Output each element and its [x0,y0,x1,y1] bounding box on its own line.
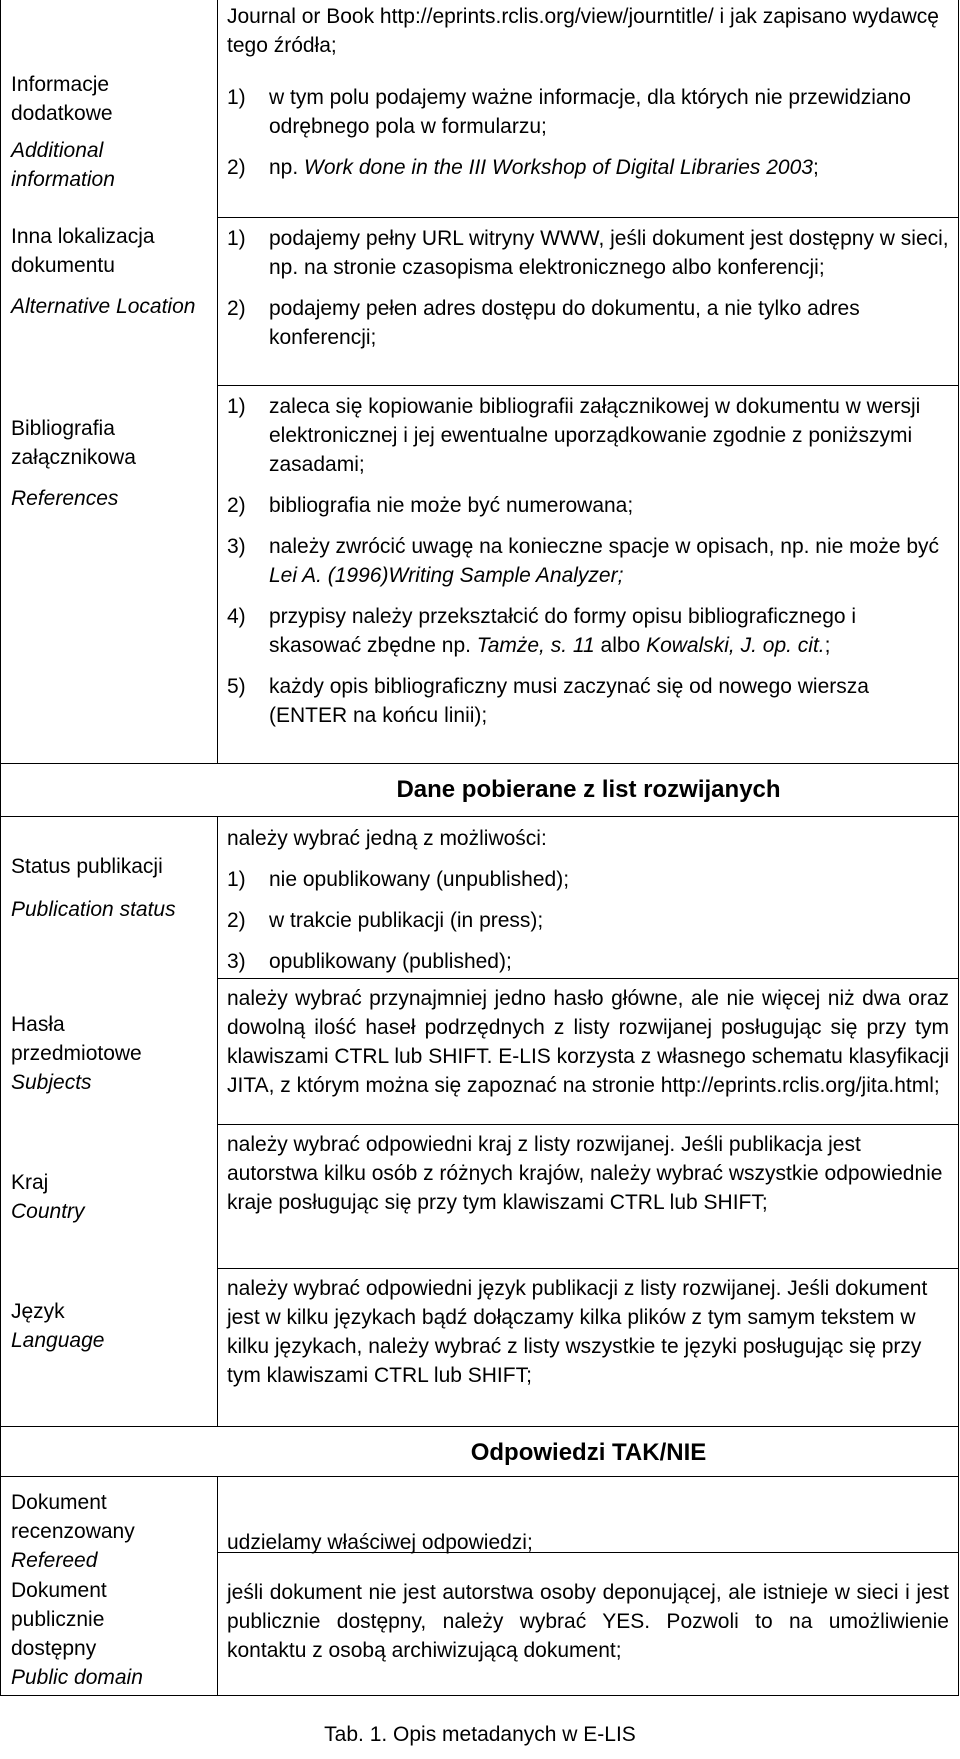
item-text: w tym polu podajemy ważne informacje, dla których nie przewidziano odrębnego pola w formularzu; [269,86,911,138]
desc-refereed: udzielamy właściwej odpowiedzi; [227,1531,533,1554]
item-number: 5) [227,675,246,698]
label-en: Refereed [11,1549,98,1572]
row-divider [217,1124,958,1125]
column-divider [217,816,218,1426]
item-number: 2) [227,297,246,320]
item-number: 3) [227,535,246,558]
row-divider [1,816,958,817]
label-en: Language [11,1329,105,1352]
label-alternative-location [11,222,211,321]
row-divider [1,1426,958,1427]
item-number: 3) [227,950,246,973]
desc-alternative-location [227,224,949,364]
list-item [227,906,949,935]
section-heading-yes-no: Odpowiedzi TAK/NIE [470,1439,707,1466]
desc-public-domain: jeśli dokument nie jest autorstwa osoby deponującej, ale istnieje w sieci i jest publicznie dostępny, należy wybrać YES. Pozwoli to na umożliwienie kontaktu z osobą archiwizującą dokument; [227,1581,949,1662]
label-en: Country [11,1200,85,1223]
item-number: 2) [227,494,246,517]
label-en: Publication status [11,898,176,921]
list-item [227,83,949,141]
item-text: przypisy należy przekształcić do formy opisu bibliograficznego i skasować zbędne np. Tamże, s. 11 albo Kowalski, J. op. cit.; [269,605,857,657]
table-caption: Tab. 1. Opis metadanych w E-LIS [324,1723,636,1746]
label-en: Alternative Location [11,295,196,318]
label-pl: Status publikacji [11,855,163,878]
label-language [11,1297,211,1355]
label-references [11,414,211,513]
label-pl: Bibliografia załącznikowa [11,417,136,469]
row-divider [1,763,958,764]
item-text: podajemy pełny URL witryny WWW, jeśli dokument jest dostępny w sieci, np. na stronie czasopisma elektronicznego albo konferencji; [269,227,949,279]
item-number: 1) [227,395,246,418]
desc-subjects: należy wybrać przynajmniej jedno hasło główne, ale nie więcej niż dwa oraz dowolną ilość haseł podrzędnych z listy rozwijanej posługując się przy tym klawiszami CTRL lub SHIFT. E-LIS korzysta z własnego schematu klasyfikacji JITA, z którym można się zapoznać na stronie http://eprints.rclis.org/jita.html; [227,987,949,1097]
label-en: References [11,487,119,510]
item-text: podajemy pełen adres dostępu do dokumentu, a nie tylko adres konferencji; [269,297,860,349]
label-additional-information [11,70,211,194]
label-pl: Dokument publicznie dostępny [11,1579,107,1660]
label-pl: Informacje dodatkowe [11,73,113,125]
desc-language: należy wybrać odpowiedni język publikacji z listy rozwijanej. Jeśli dokument jest w kilku językach bądź dołączamy kilka plików z tym samym tekstem w kilku językach, należy wybrać z listy wszystkie te języki posługując się przy tym klawiszami CTRL lub SHIFT; [227,1277,928,1387]
label-subjects [11,1010,211,1097]
desc-publication-status [227,824,949,988]
desc-references [227,392,949,742]
label-country [11,1168,211,1226]
row-divider [217,385,958,386]
row-divider [217,1268,958,1269]
item-text: zaleca się kopiowanie bibliografii załącznikowej w dokumentu w wersji elektronicznej i jej ewentualne uporządkowanie zgodnie z poniższymi zasadami; [269,395,921,476]
section-heading-dropdown-lists: Dane pobierane z list rozwijanych [396,776,781,803]
item-text: opublikowany (published); [269,950,512,973]
item-text: bibliografia nie może być numerowana; [269,494,634,517]
item-text: np. Work done in the III Workshop of Digital Libraries 2003; [269,156,819,179]
item-number: 1) [227,227,246,250]
item-text: w trakcie publikacji (in press); [269,909,544,932]
item-text: nie opublikowany (unpublished); [269,868,570,891]
label-en: Subjects [11,1071,92,1094]
item-text: należy zwrócić uwagę na konieczne spacje w opisach, np. nie może być Lei A. (1996)Writing Sample Analyzer; [269,535,940,587]
list-item [227,947,949,976]
desc-additional-information [227,2,949,194]
label-pl: Kraj [11,1171,49,1194]
list-item [227,602,949,660]
label-pl: Język [11,1300,65,1323]
row-divider [217,217,958,218]
column-divider [217,0,218,763]
label-public-domain [11,1576,211,1692]
row-divider [1,1476,958,1477]
item-text: każdy opis bibliograficzny musi zaczynać się od nowego wiersza (ENTER na końcu linii); [269,675,869,727]
label-pl: Dokument recenzowany [11,1491,135,1543]
source-note: Journal or Book http://eprints.rclis.org/view/journtitle/ i jak zapisano wydawcę tego źródła; [227,5,939,57]
label-pl: Inna lokalizacja dokumentu [11,225,155,277]
list-item [227,865,949,894]
label-pl: Hasła przedmiotowe [11,1013,142,1065]
label-en: Additional information [11,139,115,191]
label-en: Public domain [11,1666,143,1689]
list-item [227,153,949,182]
item-number: 1) [227,868,246,891]
lead-text: należy wybrać jedną z możliwości: [227,827,547,850]
item-number: 4) [227,605,246,628]
column-divider [217,1476,218,1696]
label-publication-status [11,852,211,924]
item-number: 1) [227,86,246,109]
item-number: 2) [227,156,246,179]
list-item [227,294,949,352]
list-item [227,392,949,479]
list-item [227,672,949,730]
label-refereed [11,1488,211,1575]
list-item [227,532,949,590]
list-item [227,491,949,520]
desc-country: należy wybrać odpowiedni kraj z listy rozwijanej. Jeśli publikacja jest autorstwa kilku osób z różnych krajów, należy wybrać wszystkie odpowiednie kraje posługując się przy tym klawiszami CTRL lub SHIFT; [227,1133,943,1214]
item-number: 2) [227,909,246,932]
list-item [227,224,949,282]
